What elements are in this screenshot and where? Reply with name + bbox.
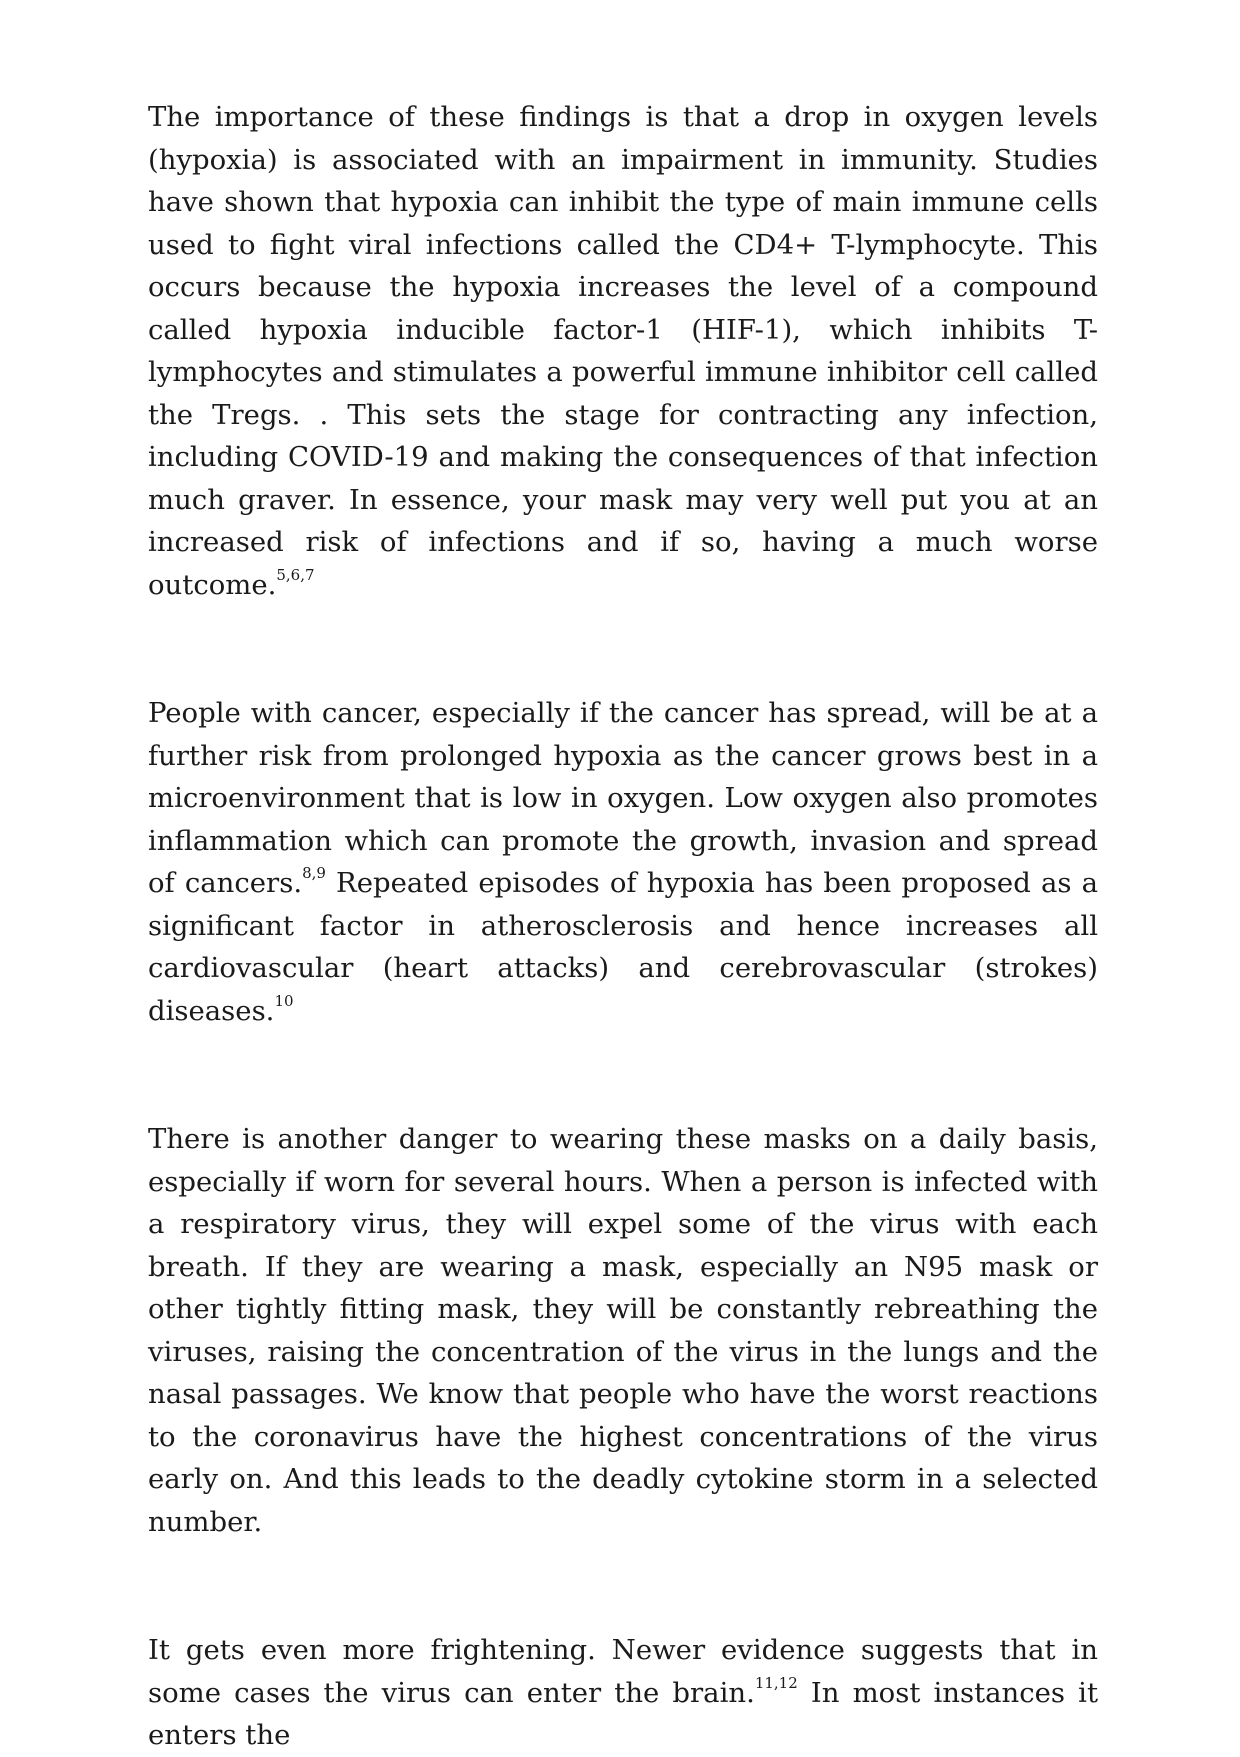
paragraph-text: In most instances it enters the — [148, 1676, 1099, 1751]
citation-reference: 10 — [274, 991, 294, 1010]
paragraph-rebreathing-virus — [148, 1118, 1098, 1543]
citation-reference: 11,12 — [754, 1673, 798, 1692]
document-page — [148, 96, 1098, 1757]
paragraph-text: The importance of these findings is that a drop in oxygen levels (hypoxia) is associated with an impairment in immunity. Studies have shown that hypoxia can inhibit the type of main immune cells used to fight viral infections called the CD4+ T-lymphocyte. This occurs because the hypoxia increases the level of a compound called hypoxia inducible factor-1 (HIF-1), which inhibits T-lymphocytes and stimulates a powerful immune inhibitor cell called the Tregs. . This sets the stage for contracting any infection, including COVID-19 and making the consequences of that infection much graver. In essence, your mask may very well put you at an increased risk of infections and if so, having a much worse outcome. — [148, 101, 1098, 601]
paragraph-text: Repeated episodes of hypoxia has been proposed as a significant factor in atherosclerosis and hence increases all cardiovascular (heart attacks) and cerebrovascular (strokes) diseases. — [148, 867, 1098, 1027]
paragraph-text: People with cancer, especially if the cancer has spread, will be at a further risk from prolonged hypoxia as the cancer grows best in a microenvironment that is low in oxygen. Low oxygen also promotes inflammation which can promote the growth, invasion and spread of cancers. — [148, 697, 1098, 899]
paragraph-text: There is another danger to wearing these masks on a daily basis, especially if worn for several hours. When a person is infected with a respiratory virus, they will expel some of the virus with each breath. If they are wearing a mask, especially an N95 mask or other tightly fitting mask, they will be constantly rebreathing the viruses, raising the concentration of the virus in the lungs and the nasal passages. We know that people who have the worst reactions to the coronavirus have the highest concentrations of the virus early on. And this leads to the deadly cytokine storm in a selected number. — [148, 1123, 1098, 1538]
citation-reference: 5,6,7 — [276, 565, 315, 584]
citation-reference: 8,9 — [302, 864, 326, 882]
paragraph-hypoxia-immunity — [148, 96, 1098, 606]
paragraph-brain-entry — [148, 1629, 1098, 1757]
paragraph-text: It gets even more frightening. Newer evidence suggests that in some cases the virus can enter the brain. — [148, 1634, 1098, 1709]
paragraph-cancer-risk — [148, 692, 1098, 1032]
